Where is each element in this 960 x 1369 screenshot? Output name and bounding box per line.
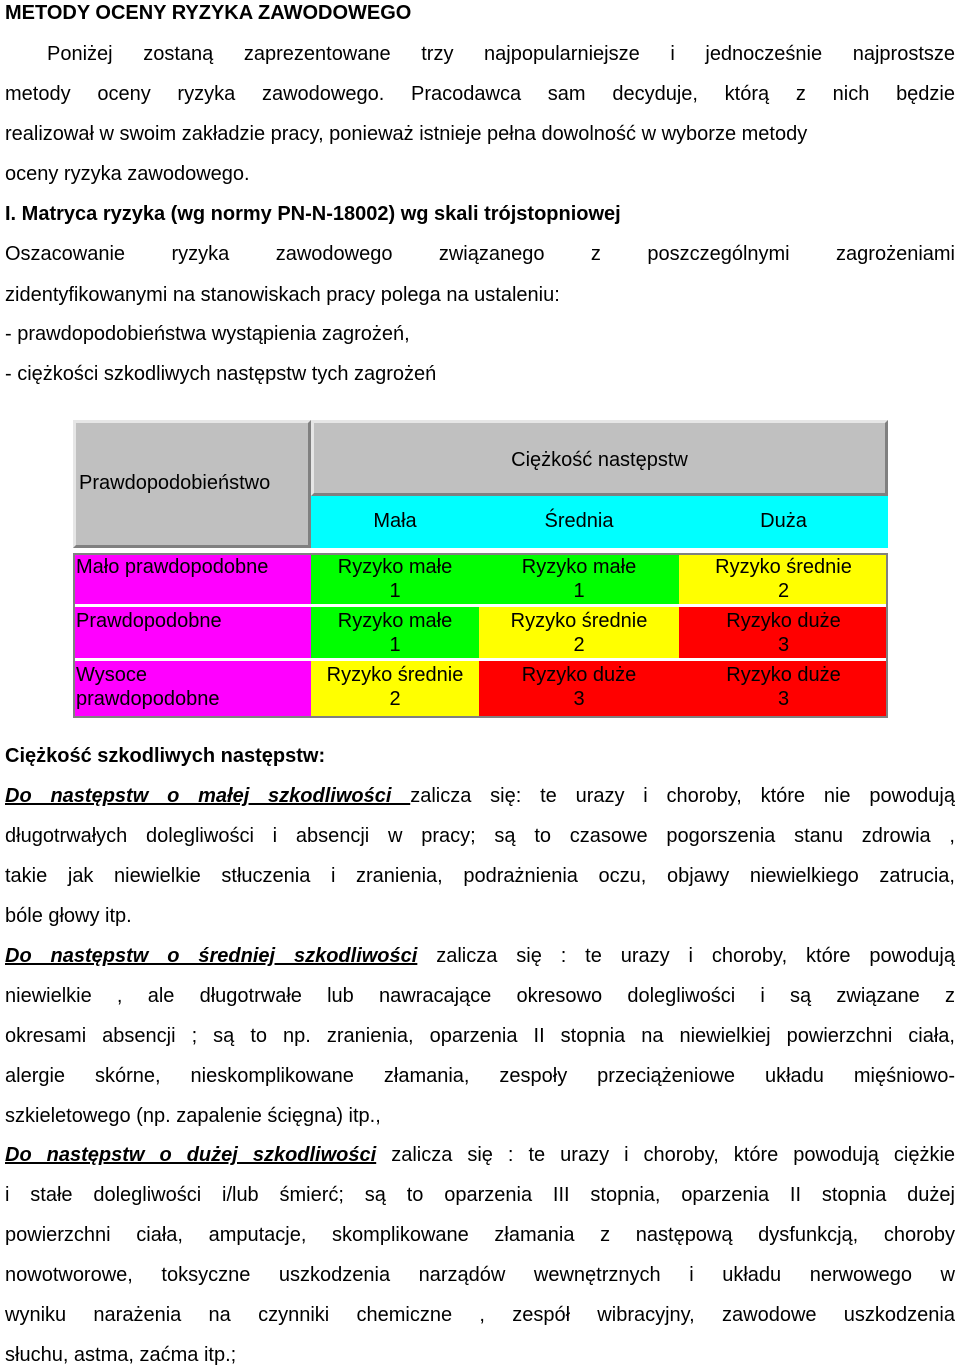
column-header-label: Mała	[373, 510, 417, 532]
definition-line: alergie skórne, nieskomplikowane złamania, zespoły przeciążeniowe układu mięśniowo-	[5, 1065, 955, 1087]
definition-line	[5, 782, 955, 810]
definition-line: okresami absencji ; są to np. zranienia, oparzenia II stopnia na niewielkiej powierzchni ciała,	[5, 1025, 955, 1047]
column-header-label: Średnia	[544, 510, 614, 532]
medium-severity-term: Do następstw o średniej szkodliwości	[5, 945, 418, 967]
column-header-label: Duża	[760, 510, 807, 532]
definition-line: bóle głowy itp.	[5, 905, 132, 927]
column-header-cell	[311, 496, 479, 548]
medium-severity-text: zalicza się : te urazy i choroby, które powodują	[417, 945, 956, 967]
large-severity-text: zalicza się : te urazy i choroby, które powodują ciężkie	[376, 1144, 956, 1166]
small-severity-text: zalicza się: te urazy i choroby, które nie powodują	[410, 785, 955, 807]
definition-line	[5, 1141, 955, 1169]
large-severity-term: Do następstw o dużej szkodliwości	[5, 1144, 377, 1166]
intro-line: Poniżej zostaną zaprezentowane trzy najpopularniejsze i jednocześnie najprostsze	[47, 43, 955, 65]
definition-line: szkieletowego (np. zapalenie ścięgna) itp.,	[5, 1105, 381, 1127]
risk-level-number: 2	[777, 580, 790, 602]
matrix-body-frame	[73, 553, 888, 718]
risk-level-number: 1	[573, 580, 585, 602]
section-text-line: - ciężkości szkodliwych następstw tych zagrożeń	[5, 363, 437, 385]
definition-line: takie jak niewielkie stłuczenia i zranienia, podrażnienia oczu, objawy niewielkiego zatrucia,	[5, 865, 955, 887]
risk-text: Ryzyko duże	[726, 664, 841, 686]
risk-matrix	[73, 420, 888, 718]
risk-text: Ryzyko duże	[726, 610, 841, 632]
risk-level-number: 1	[389, 634, 401, 656]
matrix-corner-label: Prawdopodobieństwo	[79, 472, 271, 494]
definition-line: nowotworowe, toksyczne uszkodzenia narządów wewnętrznych i układu nerwowego w	[5, 1264, 955, 1286]
risk-level-number: 3	[777, 688, 790, 710]
row-label-line: prawdopodobne	[76, 688, 220, 710]
section-text-line: zidentyfikowanymi na stanowiskach pracy polega na ustaleniu:	[5, 284, 560, 306]
risk-text: Ryzyko średnie	[510, 610, 648, 632]
risk-text: Ryzyko średnie	[326, 664, 464, 686]
risk-text: Ryzyko średnie	[715, 556, 852, 578]
risk-level-number: 2	[389, 688, 401, 710]
risk-level-number: 3	[777, 634, 790, 656]
intro-line: oceny ryzyka zawodowego.	[5, 163, 250, 185]
section-text-line: - prawdopodobieństwa wystąpienia zagrożeń,	[5, 323, 410, 345]
row-label-line: Wysoce	[76, 664, 147, 686]
intro-line: realizował w swoim zakładzie pracy, ponieważ istnieje pełna dowolność w wyborze metody	[5, 123, 808, 145]
risk-level-number: 2	[573, 634, 585, 656]
severity-header-label: Ciężkość następstw	[511, 449, 688, 471]
row-label: Prawdopodobne	[76, 610, 222, 632]
small-severity-term: Do następstw o małej szkodliwości	[5, 785, 411, 807]
severity-header-cell	[311, 420, 888, 496]
risk-level-number: 3	[573, 688, 585, 710]
column-header-cell	[679, 496, 888, 548]
definition-line: długotrwałych dolegliwości i absencji w pracy; są to czasowe pogorszenia stanu zdrowia ,	[5, 825, 955, 847]
risk-level-number: 1	[389, 580, 401, 602]
risk-text: Ryzyko małe	[521, 556, 637, 578]
section-heading: I. Matryca ryzyka (wg normy PN-N-18002) wg skali trójstopniowej	[5, 203, 621, 225]
row-label: Mało prawdopodobne	[76, 556, 269, 578]
page-title: METODY OCENY RYZYKA ZAWODOWEGO	[5, 2, 412, 24]
severity-heading: Ciężkość szkodliwych następstw:	[5, 745, 326, 767]
definition-line: i stałe dolegliwości i/lub śmierć; są to oparzenia III stopnia, oparzenia II stopnia dużej	[5, 1184, 955, 1206]
definition-line: niewielkie , ale długotrwałe lub nawracające okresowo dolegliwości i są związane z	[5, 985, 955, 1007]
risk-text: Ryzyko duże	[521, 664, 637, 686]
definition-line: wyniku narażenia na czynniki chemiczne , zespół wibracyjny, zawodowe uszkodzenia	[5, 1304, 955, 1326]
risk-text: Ryzyko małe	[337, 610, 453, 632]
definition-line: słuchu, astma, zaćma itp.;	[5, 1344, 237, 1366]
matrix-corner-cell	[73, 420, 311, 548]
definition-line: powierzchni ciała, amputacje, skomplikowane złamania z następową dysfunkcją, choroby	[5, 1224, 955, 1246]
intro-line: metody oceny ryzyka zawodowego. Pracodawca sam decyduje, którą z nich będzie	[5, 83, 955, 105]
section-text-line: Oszacowanie ryzyka zawodowego związanego z poszczególnymi zagrożeniami	[5, 243, 955, 265]
definition-line	[5, 942, 955, 970]
risk-text: Ryzyko małe	[337, 556, 453, 578]
column-header-cell	[479, 496, 679, 548]
